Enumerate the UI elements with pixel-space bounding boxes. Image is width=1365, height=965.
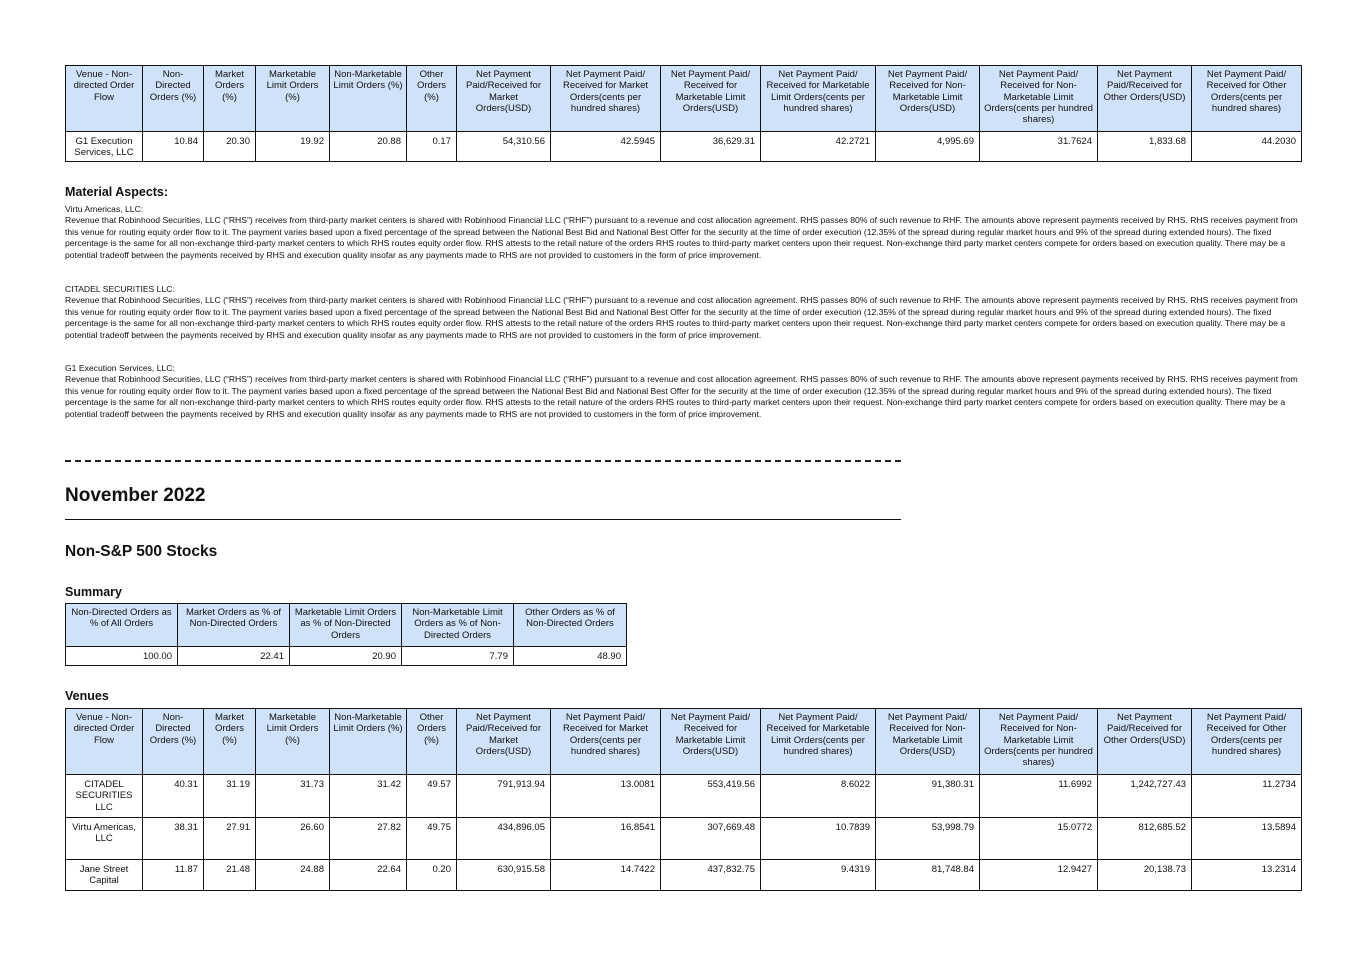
cell: 11.2734: [1192, 775, 1302, 818]
header-market: Market Orders (%): [204, 66, 256, 132]
cell: 1,833.68: [1098, 132, 1192, 162]
cell: 26.60: [256, 818, 330, 860]
material-aspect-venue: CITADEL SECURITIES LLC:: [65, 284, 175, 294]
header-net-other-usd: Net Payment Paid/Received for Other Orders(USD): [1098, 66, 1192, 132]
cell: 42.2721: [761, 132, 876, 162]
cell: 49.75: [407, 818, 457, 860]
cell: 54,310.56: [457, 132, 551, 162]
header-marketable-limit: Marketable Limit Orders (%): [256, 709, 330, 775]
header-net-nonmarketable-usd: Net Payment Paid/ Received for Non-Marketable Limit Orders(USD): [876, 66, 980, 132]
header-venue: Venue - Non-directed Order Flow: [66, 709, 143, 775]
header-other: Other Orders (%): [407, 709, 457, 775]
cell-venue: Virtu Americas, LLC: [66, 818, 143, 860]
table-row: [66, 860, 1302, 891]
cell: 11.87: [143, 860, 204, 891]
summary-table: [65, 603, 627, 666]
cell: 44.2030: [1192, 132, 1302, 162]
summary-header: Non-Directed Orders as % of All Orders: [66, 604, 178, 647]
cell: 13.5894: [1192, 818, 1302, 860]
cell: 16.8541: [551, 818, 661, 860]
cell: 553,419.56: [661, 775, 761, 818]
cell: 81,748.84: [876, 860, 980, 891]
header-net-nonmarketable-cents: Net Payment Paid/ Received for Non-Marketable Limit Orders(cents per hundred shares): [980, 66, 1098, 132]
cell: 53,998.79: [876, 818, 980, 860]
table-header-row: [66, 604, 627, 647]
cell-venue: CITADEL SECURITIES LLC: [66, 775, 143, 818]
summary-cell: 48.90: [514, 647, 627, 666]
cell: 15.0772: [980, 818, 1098, 860]
table-row: [66, 647, 627, 666]
cell: 630,915.58: [457, 860, 551, 891]
material-aspects-heading: Material Aspects:: [65, 185, 169, 199]
cell: 20.30: [204, 132, 256, 162]
header-net-market-cents: Net Payment Paid/ Received for Market Orders(cents per hundred shares): [551, 709, 661, 775]
cell: 791,913.94: [457, 775, 551, 818]
dashed-divider: [65, 460, 901, 462]
summary-cell: 22.41: [178, 647, 290, 666]
table-header-row: [66, 66, 1302, 132]
header-non-directed: Non-Directed Orders (%): [143, 709, 204, 775]
cell: 307,669.48: [661, 818, 761, 860]
title-underline: [65, 519, 901, 520]
cell: 0.20: [407, 860, 457, 891]
header-non-directed: Non-Directed Orders (%): [143, 66, 204, 132]
table-row: [66, 132, 1302, 162]
cell: 437,832.75: [661, 860, 761, 891]
cell: 20.88: [330, 132, 407, 162]
cell: 40.31: [143, 775, 204, 818]
header-marketable-limit: Marketable Limit Orders (%): [256, 66, 330, 132]
summary-header: Non-Marketable Limit Orders as % of Non-Directed Orders: [402, 604, 514, 647]
top-venues-table: [65, 65, 1302, 162]
summary-cell: 20.90: [290, 647, 402, 666]
header-net-marketable-usd: Net Payment Paid/ Received for Marketable Limit Orders(USD): [661, 709, 761, 775]
cell: 9.4319: [761, 860, 876, 891]
cell: 91,380.31: [876, 775, 980, 818]
material-aspect-virtu: [65, 204, 1301, 261]
cell: 31.19: [204, 775, 256, 818]
cell: 24.88: [256, 860, 330, 891]
material-aspect-text: Revenue that Robinhood Securities, LLC (“RHS”) receives from third-party market centers is shared with Robinhood Financial LLC (“RHF”) pursuant to a revenue and cost allocation agreement. RHS passes 80% of such revenue to RHF. The amounts above represent payments received by RHS. RHS receives payment from this venue for routing equity order flow to it. The payment varies based upon a fixed percentage of the spread between the National Best Bid and National Best Offer for the security at the time of order execution (12.35% of the spread during regular market hours and 9% of the spread during extended hours). The fixed percentage is the same for all non-exchange third-party market centers to which RHS routes equity order flow. RHS attests to the retail nature of the orders RHS routes to third-party market centers upon their request. Non-exchange third party market centers compete for orders based on execution quality. There may be a potential tradeoff between the payments received by RHS and execution quality insofar as any payments made to RHS are not provided to customers in the form of price improvement.: [65, 215, 1298, 260]
cell-venue: Jane Street Capital: [66, 860, 143, 891]
cell: 10.7839: [761, 818, 876, 860]
summary-header: Other Orders as % of Non-Directed Orders: [514, 604, 627, 647]
cell: 22.64: [330, 860, 407, 891]
cell: 38.31: [143, 818, 204, 860]
material-aspect-citadel: [65, 284, 1301, 341]
cell: 13.0081: [551, 775, 661, 818]
cell: 14.7422: [551, 860, 661, 891]
cell: 0.17: [407, 132, 457, 162]
cell: 812,685.52: [1098, 818, 1192, 860]
header-net-marketable-cents: Net Payment Paid/ Received for Marketable Limit Orders(cents per hundred shares): [761, 709, 876, 775]
header-net-marketable-cents: Net Payment Paid/ Received for Marketable Limit Orders(cents per hundred shares): [761, 66, 876, 132]
venues-table: [65, 708, 1302, 891]
header-net-other-usd: Net Payment Paid/Received for Other Orders(USD): [1098, 709, 1192, 775]
cell: 49.57: [407, 775, 457, 818]
material-aspect-venue: G1 Execution Services, LLC:: [65, 363, 175, 373]
material-aspect-text: Revenue that Robinhood Securities, LLC (“RHS”) receives from third-party market centers is shared with Robinhood Financial LLC (“RHF”) pursuant to a revenue and cost allocation agreement. RHS passes 80% of such revenue to RHF. The amounts above represent payments received by RHS. RHS receives payment from this venue for routing equity order flow to it. The payment varies based upon a fixed percentage of the spread between the National Best Bid and National Best Offer for the security at the time of order execution (12.35% of the spread during regular market hours and 9% of the spread during extended hours). The fixed percentage is the same for all non-exchange third-party market centers to which RHS routes equity order flow. RHS attests to the retail nature of the orders RHS routes to third-party market centers upon their request. Non-exchange third party market centers compete for orders based on execution quality. There may be a potential tradeoff between the payments received by RHS and execution quality insofar as any payments made to RHS are not provided to customers in the form of price improvement.: [65, 295, 1298, 340]
header-net-market-cents: Net Payment Paid/ Received for Market Orders(cents per hundred shares): [551, 66, 661, 132]
cell: 42.5945: [551, 132, 661, 162]
table-row: [66, 818, 1302, 860]
cell: 11.6992: [980, 775, 1098, 818]
cell: 434,896.05: [457, 818, 551, 860]
cell: 1,242,727.43: [1098, 775, 1192, 818]
table-header-row: [66, 709, 1302, 775]
header-non-marketable-limit: Non-Marketable Limit Orders (%): [330, 66, 407, 132]
cell-venue: G1 Execution Services, LLC: [66, 132, 143, 162]
header-other: Other Orders (%): [407, 66, 457, 132]
table-row: [66, 775, 1302, 818]
cell: 8.6022: [761, 775, 876, 818]
header-net-marketable-usd: Net Payment Paid/ Received for Marketable Limit Orders(USD): [661, 66, 761, 132]
header-net-market-usd: Net Payment Paid/Received for Market Orders(USD): [457, 66, 551, 132]
cell: 4,995.69: [876, 132, 980, 162]
summary-cell: 7.79: [402, 647, 514, 666]
summary-header: Marketable Limit Orders as % of Non-Directed Orders: [290, 604, 402, 647]
cell: 21.48: [204, 860, 256, 891]
cell: 27.82: [330, 818, 407, 860]
cell: 36,629.31: [661, 132, 761, 162]
header-net-nonmarketable-cents: Net Payment Paid/ Received for Non-Marketable Limit Orders(cents per hundred shares): [980, 709, 1098, 775]
cell: 10.84: [143, 132, 204, 162]
material-aspect-g1: [65, 363, 1301, 420]
section-title: Non-S&P 500 Stocks: [65, 543, 218, 560]
header-net-market-usd: Net Payment Paid/Received for Market Orders(USD): [457, 709, 551, 775]
summary-header: Market Orders as % of Non-Directed Orders: [178, 604, 290, 647]
summary-heading: Summary: [65, 585, 122, 599]
material-aspect-venue: Virtu Americas, LLC:: [65, 204, 144, 214]
venues-heading: Venues: [65, 689, 109, 703]
cell: 13.2314: [1192, 860, 1302, 891]
cell: 19.92: [256, 132, 330, 162]
header-net-other-cents: Net Payment Paid/ Received for Other Orders(cents per hundred shares): [1192, 66, 1302, 132]
cell: 12.9427: [980, 860, 1098, 891]
month-title: November 2022: [65, 485, 206, 506]
header-non-marketable-limit: Non-Marketable Limit Orders (%): [330, 709, 407, 775]
cell: 27.91: [204, 818, 256, 860]
cell: 31.73: [256, 775, 330, 818]
cell: 31.7624: [980, 132, 1098, 162]
cell: 31.42: [330, 775, 407, 818]
cell: 20,138.73: [1098, 860, 1192, 891]
header-net-nonmarketable-usd: Net Payment Paid/ Received for Non-Marketable Limit Orders(USD): [876, 709, 980, 775]
header-net-other-cents: Net Payment Paid/ Received for Other Orders(cents per hundred shares): [1192, 709, 1302, 775]
header-market: Market Orders (%): [204, 709, 256, 775]
summary-cell: 100.00: [66, 647, 178, 666]
header-venue: Venue - Non-directed Order Flow: [66, 66, 143, 132]
material-aspect-text: Revenue that Robinhood Securities, LLC (“RHS”) receives from third-party market centers is shared with Robinhood Financial LLC (“RHF”) pursuant to a revenue and cost allocation agreement. RHS passes 80% of such revenue to RHF. The amounts above represent payments received by RHS. RHS receives payment from this venue for routing equity order flow to it. The payment varies based upon a fixed percentage of the spread between the National Best Bid and National Best Offer for the security at the time of order execution (12.35% of the spread during regular market hours and 9% of the spread during extended hours). The fixed percentage is the same for all non-exchange third-party market centers to which RHS routes equity order flow. RHS attests to the retail nature of the orders RHS routes to third-party market centers upon their request. Non-exchange third party market centers compete for orders based on execution quality. There may be a potential tradeoff between the payments received by RHS and execution quality insofar as any payments made to RHS are not provided to customers in the form of price improvement.: [65, 374, 1298, 419]
